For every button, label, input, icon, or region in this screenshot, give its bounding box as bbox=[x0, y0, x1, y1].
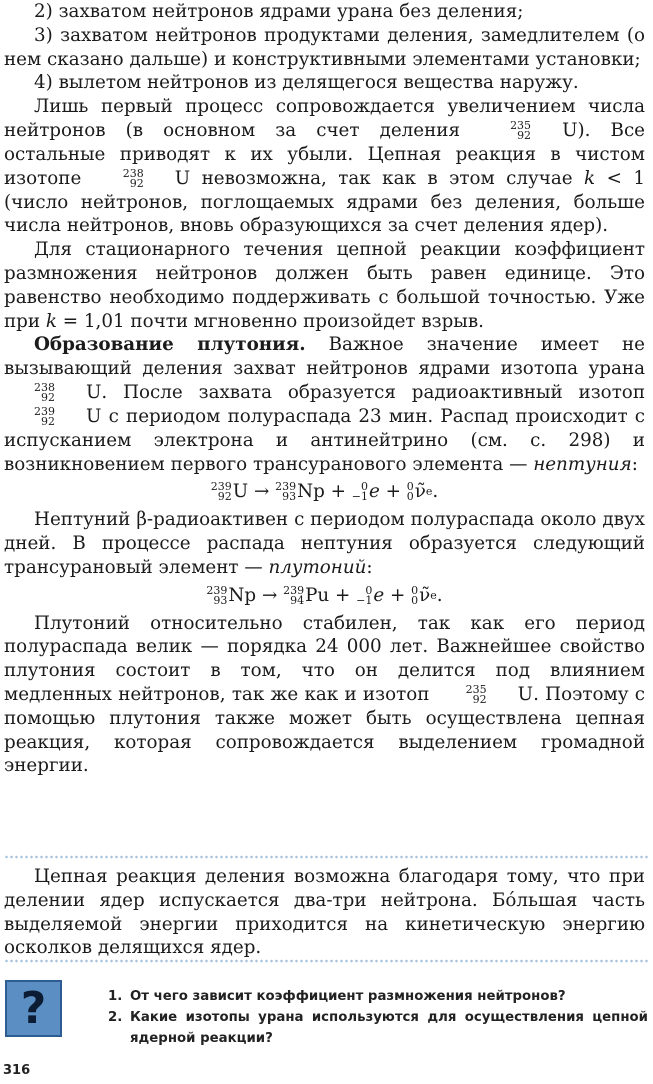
plus-sign: + bbox=[330, 481, 346, 503]
summary-box bbox=[4, 855, 649, 959]
element-symbol: Pu bbox=[305, 584, 330, 606]
nuclide-u235 bbox=[480, 119, 577, 143]
atomic-number: 92 bbox=[517, 128, 532, 142]
nuclide-u239 bbox=[211, 480, 248, 504]
text-run: Плутоний относительно стабилен, так как его период полураспада велик — порядка 24 000 лет. Важнейшее свойство плутония состоит в том, что он делится под влиянием медленных нейтронов, так же как и изотоп bbox=[4, 612, 645, 705]
term-neptunium: нептуния bbox=[533, 453, 632, 475]
question-item bbox=[108, 986, 648, 1007]
atomic-number: 92 bbox=[129, 176, 144, 190]
atomic-number: −1 bbox=[356, 593, 373, 607]
text-run: = 1,01 почти мгновенно произойдет взрыв. bbox=[56, 310, 484, 332]
atomic-number: 92 bbox=[41, 414, 55, 428]
atomic-number: 92 bbox=[41, 390, 55, 404]
atomic-number: 94 bbox=[290, 593, 305, 607]
electron bbox=[352, 480, 380, 504]
period: . bbox=[432, 481, 439, 503]
plus-sign: + bbox=[334, 584, 351, 606]
formula-u-to-np bbox=[4, 480, 645, 504]
text-run: ). Все остальные приводят к их убыли. Цепная реакция в чистом изотопе bbox=[4, 119, 645, 189]
mass-number: 238 bbox=[34, 380, 55, 394]
plus-sign: + bbox=[385, 481, 401, 503]
element-symbol: U bbox=[232, 481, 249, 503]
arrow: → bbox=[253, 481, 270, 503]
element-symbol: U bbox=[562, 120, 578, 142]
text-run: Нептуний β-радиоактивен с периодом полураспада около двух дней. В процессе распада нептуния образуется следующий трансурановый элемент — bbox=[4, 509, 645, 578]
text-run: невозможна, так как в этом случае bbox=[190, 167, 585, 189]
list-item-2-text: 2) захватом нейтронов ядрами урана без деления; bbox=[34, 1, 524, 22]
question-text: От чего зависит коэффициент размножения нейтронов? bbox=[130, 989, 566, 1004]
mass-number: 239 bbox=[275, 480, 297, 494]
mass-number: 238 bbox=[122, 166, 144, 180]
subscript: e bbox=[425, 485, 433, 499]
text-run: : bbox=[631, 453, 638, 475]
particle-symbol: e bbox=[373, 584, 385, 606]
term-plutonium: плутоний bbox=[268, 556, 367, 578]
mass-number: 235 bbox=[465, 682, 487, 696]
nuclide-u235 bbox=[436, 683, 533, 707]
arrow: → bbox=[261, 584, 278, 606]
mass-number: 0 bbox=[406, 480, 414, 494]
question-number: 2. bbox=[108, 1010, 123, 1025]
paragraph-plutonium-formation bbox=[4, 333, 645, 476]
atomic-number: −1 bbox=[351, 490, 368, 504]
text-run: . После захвата образуется радиоактивный изотоп bbox=[101, 381, 645, 403]
paragraph-first-process bbox=[4, 95, 645, 238]
element-symbol: U bbox=[174, 167, 191, 189]
formula-np-to-pu bbox=[4, 584, 645, 608]
antineutrino bbox=[407, 480, 433, 504]
main-text bbox=[4, 0, 645, 778]
text-run: . Поэтому с помощью плутония также может быть осуществлена цепная реакция, которая сопровождается выделением громадной энергии. bbox=[4, 683, 645, 777]
paragraph-plutonium-stable bbox=[4, 612, 645, 779]
element-symbol: U bbox=[86, 382, 102, 404]
antineutrino bbox=[411, 584, 437, 608]
atomic-number: 0 bbox=[406, 490, 414, 504]
paragraph-neptunium bbox=[4, 508, 645, 579]
mass-number: 239 bbox=[206, 583, 228, 597]
question-text: Какие изотопы урана используются для осуществления цепной ядерной реакции? bbox=[130, 1010, 648, 1046]
particle-symbol: ν̃ bbox=[414, 481, 426, 503]
atomic-number: 93 bbox=[282, 490, 297, 504]
nuclide-u238 bbox=[93, 167, 190, 191]
variable-k: k bbox=[45, 310, 57, 332]
paragraph-stationary bbox=[4, 238, 645, 333]
question-item bbox=[108, 1007, 648, 1049]
list-item-3-text: 3) захватом нейтронов продуктами деления, замедлителем (о нем сказано дальше) и конструктивными элементами установки; bbox=[4, 24, 645, 70]
review-questions bbox=[108, 986, 648, 1049]
atomic-number: 92 bbox=[217, 490, 232, 504]
nuclide-u239 bbox=[4, 405, 101, 429]
element-symbol: U bbox=[517, 684, 534, 706]
atomic-number: 0 bbox=[411, 593, 419, 607]
summary-text: Цепная реакция деления возможна благодаря тому, что при делении ядер испускается два-три нейтрона. Бо́льшая часть выделяемой энергии приходится на кинетическую энергию осколков делящихся ядер. bbox=[4, 866, 645, 959]
text-run: Для стационарного течения цепной реакции коэффициент размножения нейтронов должен быть равен единице. Это равенство необходимо поддерживать с большой точностью. Уже при bbox=[4, 239, 645, 332]
text-run: < 1 (число нейтронов, поглощаемых ядрами без деления, больше числа нейтронов, вновь образующихся за счет деления ядер). bbox=[4, 167, 645, 237]
text-run: Важное значение имеет не вызывающий деления захват нейтронов ядрами изотопа урана bbox=[4, 334, 645, 380]
element-symbol: U bbox=[86, 405, 102, 427]
list-item-4-text: 4) вылетом нейтронов из делящегося вещества наружу. bbox=[34, 72, 579, 94]
list-item-3 bbox=[4, 24, 645, 72]
mass-number: 239 bbox=[210, 480, 232, 494]
variable-k: k bbox=[584, 167, 596, 189]
text-run: : bbox=[366, 556, 373, 578]
mass-number: 0 bbox=[361, 480, 368, 494]
electron bbox=[356, 584, 384, 608]
element-symbol: Np bbox=[297, 481, 325, 503]
page-number: 316 bbox=[3, 1063, 31, 1078]
nuclide-u238 bbox=[4, 381, 101, 405]
list-item-2 bbox=[4, 0, 645, 24]
mass-number: 239 bbox=[283, 583, 305, 597]
element-symbol: Np bbox=[228, 584, 257, 606]
atomic-number: 93 bbox=[213, 593, 228, 607]
mass-number: 235 bbox=[510, 118, 532, 132]
particle-symbol: ν̃ bbox=[419, 584, 431, 606]
question-number: 1. bbox=[108, 989, 123, 1004]
nuclide-pu239 bbox=[283, 584, 329, 608]
plus-sign: + bbox=[389, 584, 406, 606]
mass-number: 0 bbox=[411, 583, 419, 597]
question-icon: ? bbox=[5, 980, 62, 1037]
divider-bottom bbox=[4, 959, 649, 963]
section-heading: Образование плутония. bbox=[34, 334, 306, 356]
text-run: Лишь первый процесс сопровождается увеличением числа нейтронов (в основном за счет деления bbox=[4, 96, 645, 141]
mass-number: 239 bbox=[34, 404, 55, 418]
particle-symbol: e bbox=[369, 481, 380, 503]
list-item-4 bbox=[4, 71, 645, 95]
nuclide-np239 bbox=[206, 584, 256, 608]
text-run: с периодом полураспада 23 мин. Распад происходит с испусканием электрона и антинейтрино (см. с. 298) и возникновением первого трансуранового элемента — bbox=[4, 405, 645, 475]
nuclide-np239 bbox=[275, 480, 325, 504]
atomic-number: 92 bbox=[472, 692, 487, 706]
divider-top bbox=[4, 855, 649, 859]
mass-number: 0 bbox=[365, 583, 373, 597]
period: . bbox=[436, 584, 443, 606]
subscript: e bbox=[430, 588, 437, 602]
